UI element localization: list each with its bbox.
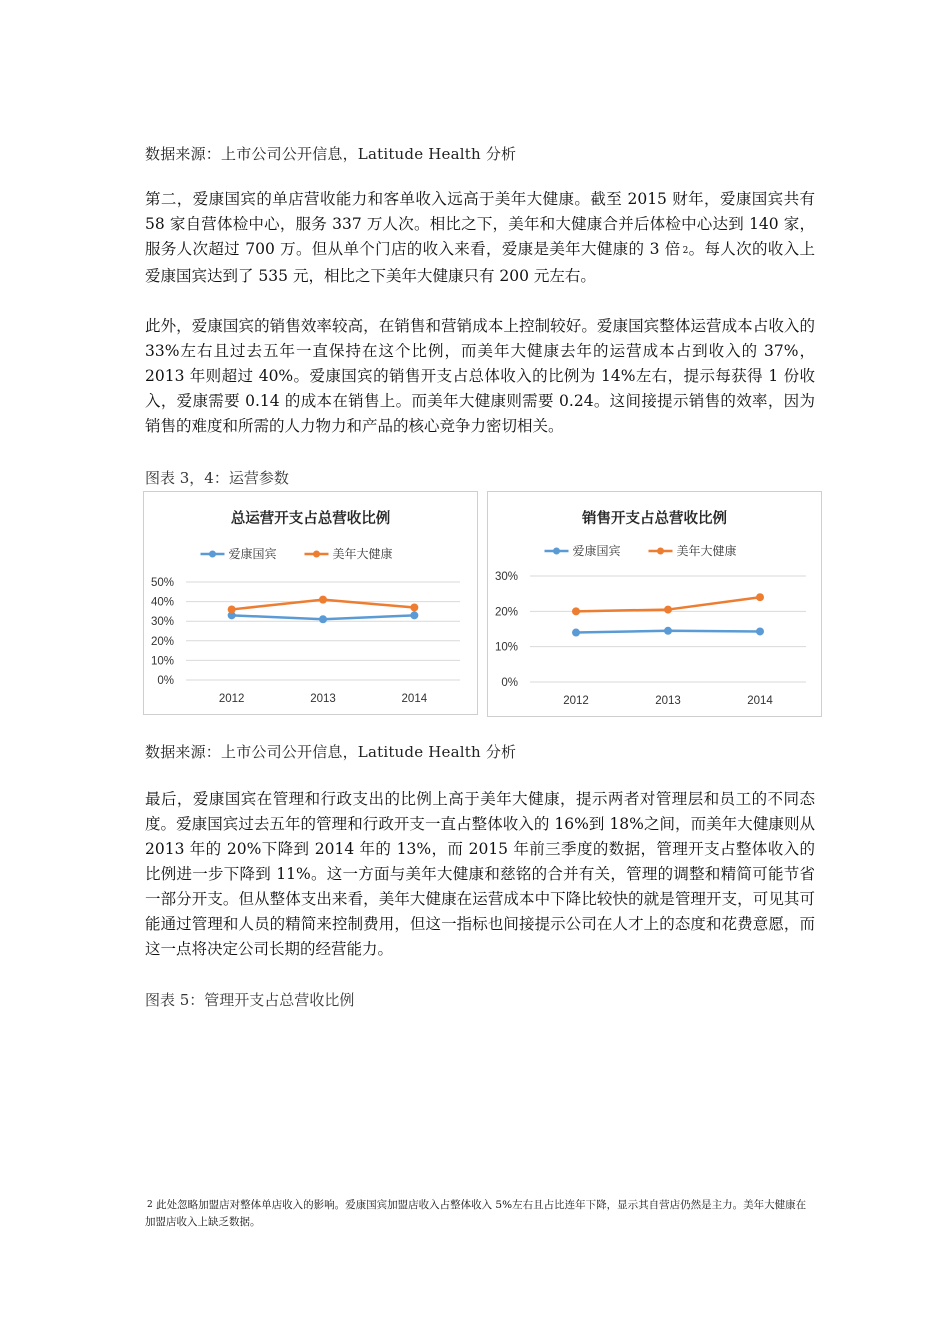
legend-marker: [553, 548, 560, 555]
footnote-text: 此处忽略加盟店对整体单店收入的影响。爱康国宾加盟店收入占整体收入 5%左右且占比连年下降，显示其自营店仍然是主力。美年大健康在加盟店收入上缺乏数据。: [145, 1199, 807, 1228]
x-tick-label: 2013: [310, 693, 336, 705]
footnote-reference[interactable]: 2: [682, 246, 689, 256]
y-tick-label: 30%: [150, 616, 174, 629]
data-source-note: 数据来源：上市公司公开信息，Latitude Health 分析: [145, 145, 517, 163]
paragraph-sales-efficiency: 此外，爱康国宾的销售效率较高，在销售和营销成本上控制较好。爱康国宾整体运营成本占收入的 33%左右且过去五年一直保持在这个比例，而美年大健康去年的运营成本占到收入的 37%，2013 年则超过 40%。爱康国宾的销售开支占总体收入的比例为 14%左右，提示每获得 1 份收入，爱康需要 0.14 的成本在销售上。而美年大健康则需要 0.24。这间接提示销售的效率，因为销售的难度和所需的人力物力和产品的核心竞争力密切相关。: [145, 317, 815, 435]
legend-marker: [209, 551, 216, 558]
y-tick-label: 50%: [150, 577, 174, 589]
data-point: [319, 615, 327, 623]
x-tick-label: 2012: [218, 693, 245, 705]
legend-label: 爱康国宾: [228, 547, 277, 561]
data-point: [572, 607, 580, 615]
legend-label: 爱康国宾: [572, 544, 621, 558]
data-source-note-2: 数据来源：上市公司公开信息，Latitude Health 分析: [145, 743, 517, 761]
y-tick-label: 0%: [157, 675, 174, 687]
y-tick-label: 0%: [501, 677, 518, 689]
data-point: [410, 611, 418, 619]
y-tick-label: 20%: [494, 606, 518, 619]
data-point: [756, 593, 764, 601]
x-tick-label: 2014: [747, 695, 773, 707]
x-tick-label: 2013: [655, 695, 681, 707]
data-point: [319, 596, 327, 604]
x-tick-label: 2012: [563, 695, 589, 707]
data-point: [572, 629, 580, 637]
paragraph-store-revenue: 第二，爱康国宾的单店营收能力和客单收入远高于美年大健康。截至 2015 财年，爱康国宾共有 58 家自营体检中心，服务 337 万人次。相比之下，美年和大健康合并后体检中心达到 140 家，服务人次超过 700 万。但从单个门店的收入来看，爱康是美年大健康的 3 倍 $^2$。每人次的收入上爱康国宾达到了 535 元，相比之下美年大健康只有 200 元左右。: [145, 190, 815, 285]
data-point: [410, 603, 418, 611]
y-tick-label: 10%: [494, 641, 518, 654]
figure-caption-operating: 图表 3，4：运营参数: [145, 469, 289, 487]
y-tick-label: 30%: [494, 571, 518, 583]
footnote: [145, 1197, 815, 1231]
paragraph-admin-cost: 最后，爱康国宾在管理和行政支出的比例上高于美年大健康，提示两者对管理层和员工的不同态度。爱康国宾过去五年的管理和行政开支一直占整体收入的 16%到 18%之间，而美年大健康则从 2013 年的 20%下降到 2014 年的 13%，而 2015 年前三季度的数据，管理开支占整体收入的比例进一步下降到 11%。这一方面与美年大健康和慈铭的合并有关，管理的调整和精简可能节省一部分开支。但从整体支出来看，美年大健康在运营成本中下降比较快的就是管理开支，可见其可能通过管理和人员的精简来控制费用，但这一指标也间接提示公司在人才上的态度和花费意愿，而这一点将决定公司长期的经营能力。: [145, 790, 815, 958]
legend-marker: [313, 551, 320, 558]
legend-label: 美年大健康: [332, 547, 393, 561]
sales-cost-line-chart: [488, 492, 821, 716]
chart-operating-cost: [143, 491, 478, 715]
chart-sales-cost: [487, 491, 822, 717]
y-tick-label: 40%: [150, 596, 174, 609]
data-point: [664, 627, 672, 635]
data-point: [228, 605, 236, 613]
y-tick-label: 10%: [150, 655, 174, 668]
footnote-number: 2: [147, 1200, 153, 1210]
figure-caption-admin: 图表 5：管理开支占总营收比例: [145, 991, 355, 1009]
legend-label: 美年大健康: [676, 544, 737, 558]
chart-title: 销售开支占总营收比例: [582, 511, 727, 527]
legend-marker: [657, 548, 664, 555]
y-tick-label: 20%: [150, 635, 174, 648]
data-point: [756, 627, 764, 635]
chart-title: 总运营开支占总营收比例: [230, 511, 391, 527]
data-point: [664, 606, 672, 614]
operating-cost-line-chart: [144, 492, 477, 714]
x-tick-label: 2014: [401, 693, 428, 705]
